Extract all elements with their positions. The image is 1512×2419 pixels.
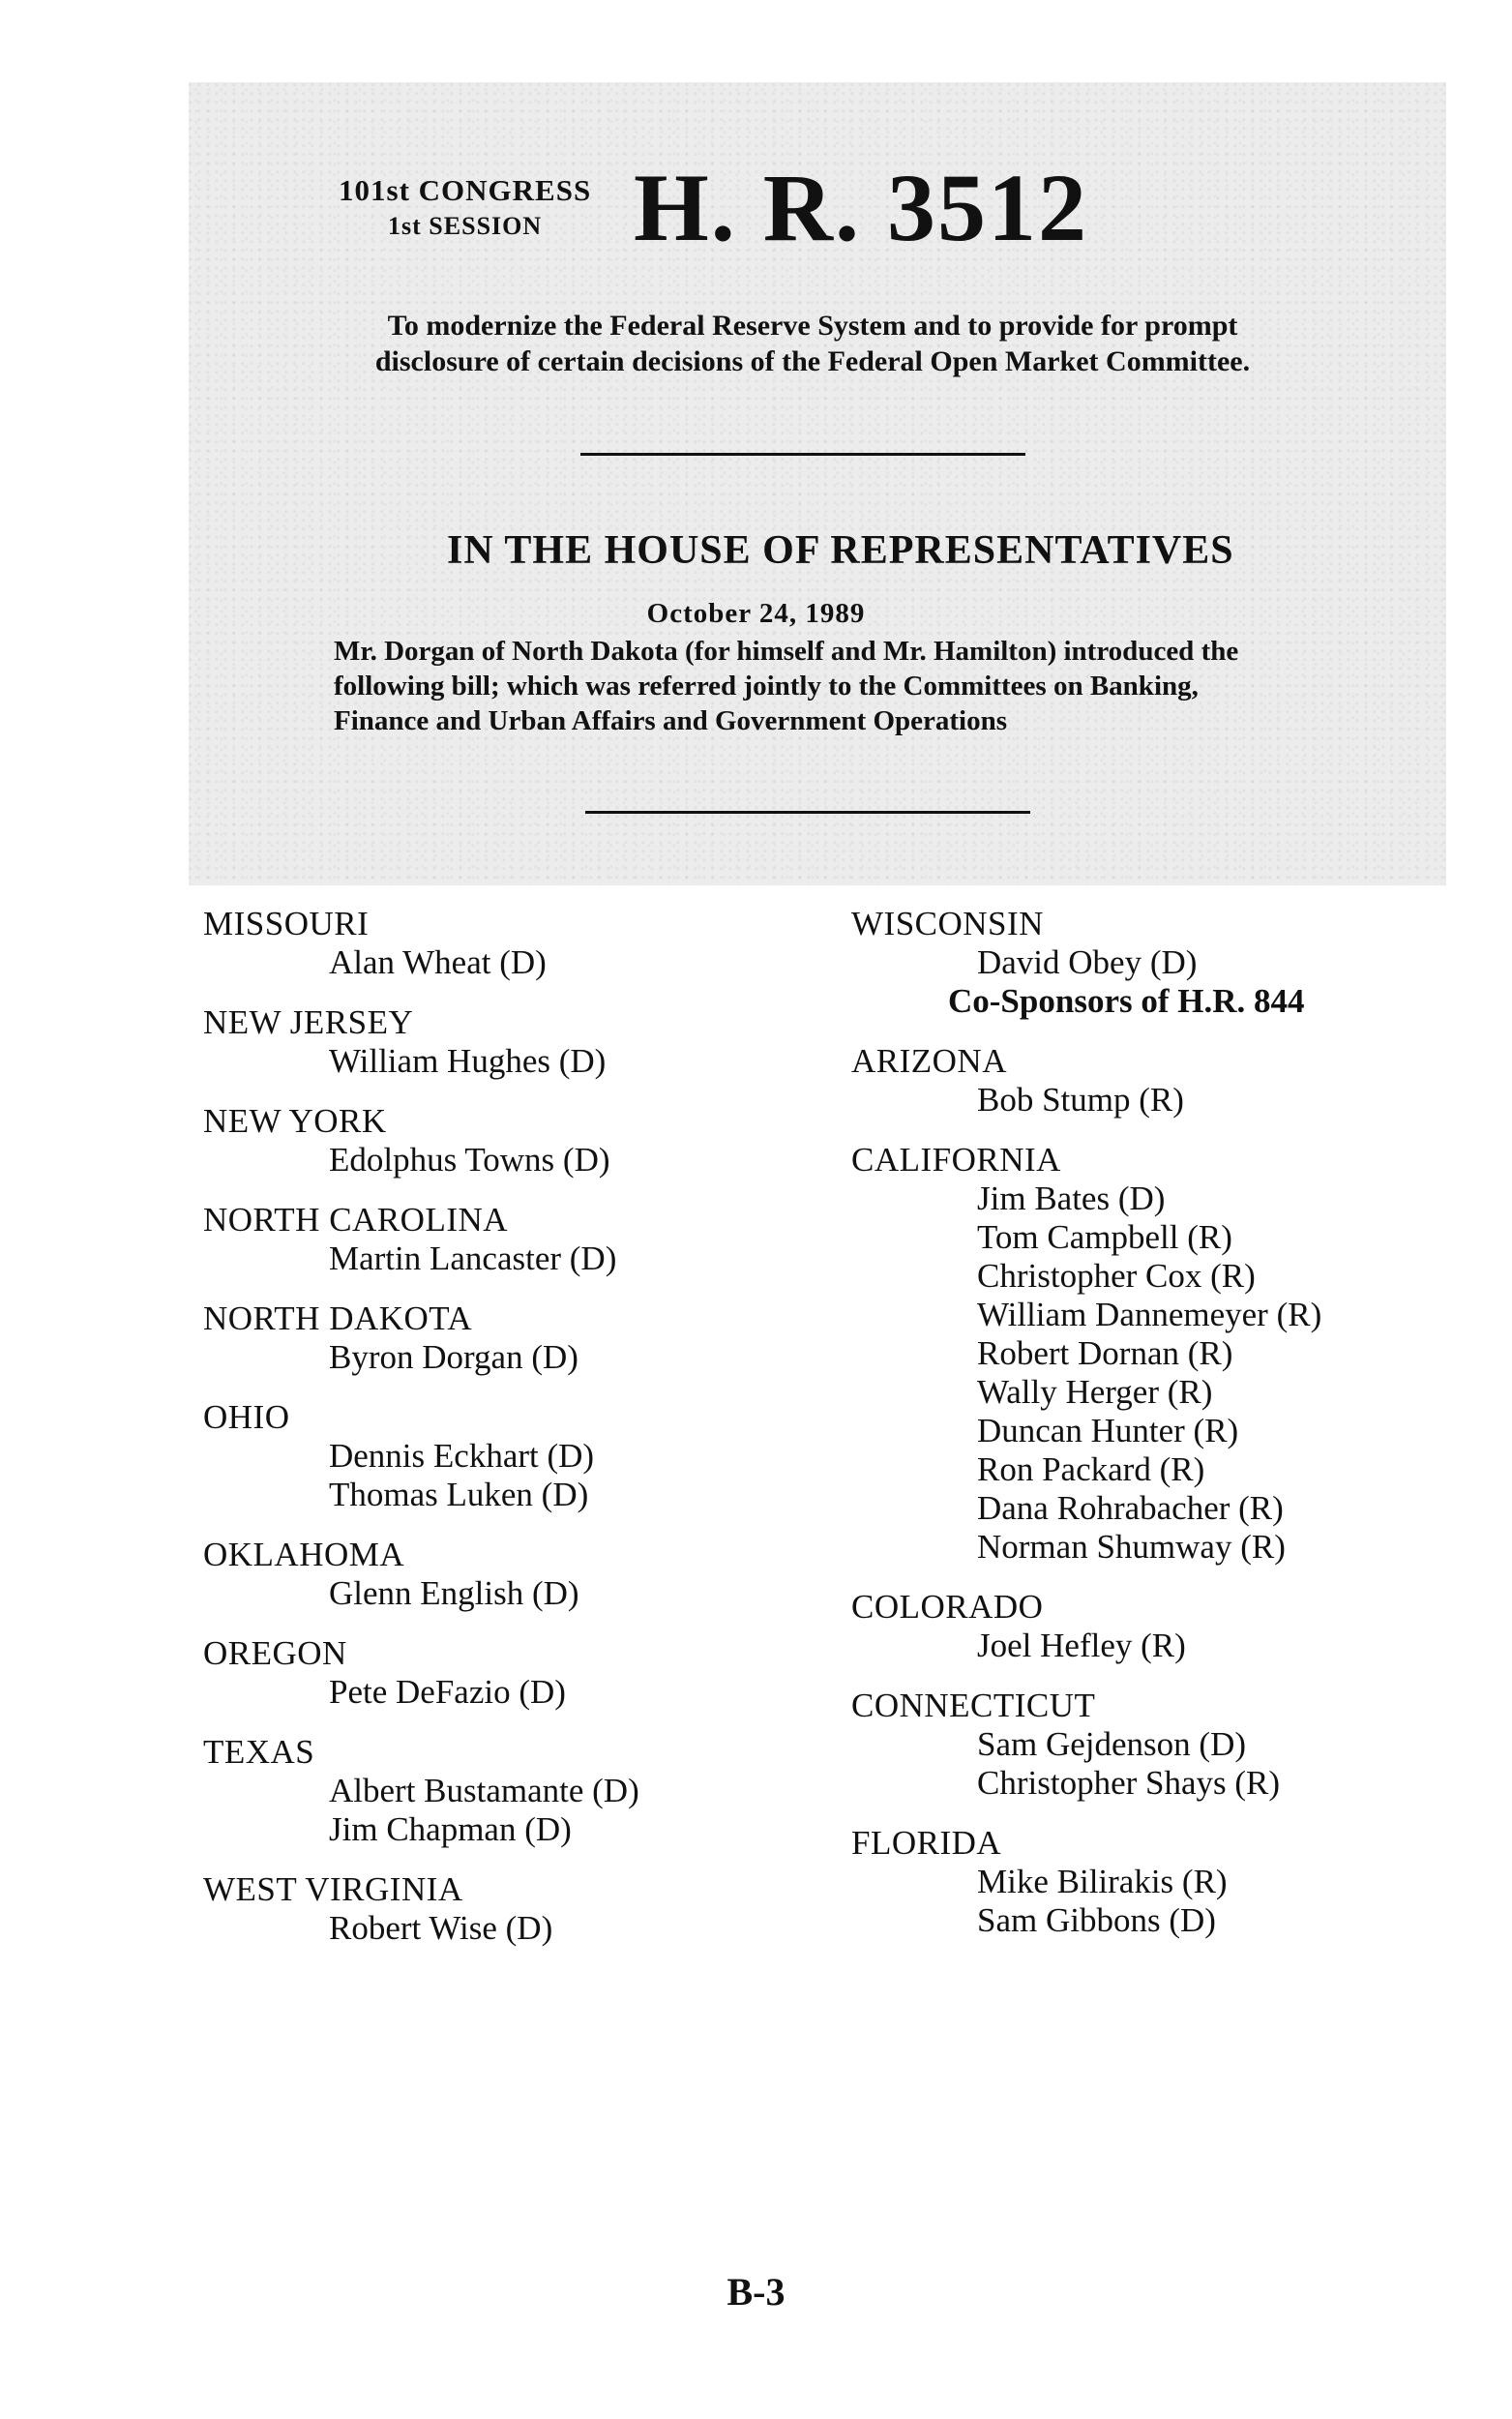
member-name: Mike Bilirakis (R) xyxy=(977,1863,1228,1900)
member-name: Christopher Shays (R) xyxy=(977,1764,1281,1802)
state-heading: NORTH CAROLINA xyxy=(203,1201,509,1239)
member-name: Sam Gejdenson (D) xyxy=(977,1725,1247,1763)
session-label: 1st SESSION xyxy=(388,212,543,240)
member-name: Robert Wise (D) xyxy=(329,1909,553,1947)
bill-title: To modernize the Federal Reserve System and to provide for prompt disclosure of certain decisions of the Federal Open Market Committee. xyxy=(374,310,1251,377)
member-name: Ron Packard (R) xyxy=(977,1450,1205,1488)
member-name: William Hughes (D) xyxy=(329,1042,607,1080)
state-heading: OREGON xyxy=(203,1634,347,1672)
member-name: Duncan Hunter (R) xyxy=(977,1412,1239,1449)
state-heading: CONNECTICUT xyxy=(851,1687,1096,1724)
state-heading: CALIFORNIA xyxy=(851,1141,1061,1179)
state-heading: WEST VIRGINIA xyxy=(203,1870,463,1908)
member-name: Norman Shumway (R) xyxy=(977,1528,1286,1566)
member-name: Byron Dorgan (D) xyxy=(329,1338,578,1376)
state-heading: OHIO xyxy=(203,1398,290,1436)
state-heading: NEW JERSEY xyxy=(203,1003,414,1041)
state-heading: WISCONSIN xyxy=(851,905,1044,942)
member-name: Bob Stump (R) xyxy=(977,1081,1184,1119)
left-column-sponsors xyxy=(203,905,832,1948)
divider-rule xyxy=(585,811,1030,814)
right-column-sponsors xyxy=(851,905,1470,1940)
state-heading: ARIZONA xyxy=(851,1042,1007,1080)
bill-number: H. R. 3512 xyxy=(634,154,1088,261)
member-name: Dana Rohrabacher (R) xyxy=(977,1489,1284,1527)
state-heading: COLORADO xyxy=(851,1588,1044,1626)
state-heading: MISSOURI xyxy=(203,905,370,942)
member-name: Christopher Cox (R) xyxy=(977,1257,1256,1295)
member-name: Martin Lancaster (D) xyxy=(329,1239,617,1277)
member-name: Tom Campbell (R) xyxy=(977,1218,1232,1256)
state-heading: TEXAS xyxy=(203,1733,315,1771)
member-name: David Obey (D) xyxy=(977,943,1198,981)
congress-session xyxy=(339,172,591,244)
member-name: Joel Hefley (R) xyxy=(977,1627,1186,1664)
bill-date: October 24, 1989 xyxy=(646,598,866,629)
member-name: Albert Bustamante (D) xyxy=(329,1772,639,1809)
member-name: Glenn English (D) xyxy=(329,1574,579,1612)
page-number: B-3 xyxy=(726,2270,786,2314)
member-name: Dennis Eckhart (D) xyxy=(329,1437,595,1475)
member-name: Alan Wheat (D) xyxy=(329,943,547,981)
chamber-heading: IN THE HOUSE OF REPRESENTATIVES xyxy=(447,528,1234,573)
cosponsors-subheading: Co-Sponsors of H.R. 844 xyxy=(948,982,1305,1020)
member-name: Jim Bates (D) xyxy=(977,1180,1166,1217)
congress-label: 101st CONGRESS xyxy=(339,173,592,207)
member-name: Edolphus Towns (D) xyxy=(329,1141,610,1179)
member-name: Thomas Luken (D) xyxy=(329,1476,589,1513)
member-name: Robert Dornan (R) xyxy=(977,1334,1233,1372)
divider-rule xyxy=(580,453,1025,456)
member-name: Sam Gibbons (D) xyxy=(977,1901,1216,1939)
member-name: Pete DeFazio (D) xyxy=(329,1673,566,1711)
state-heading: NORTH DAKOTA xyxy=(203,1299,473,1337)
member-name: William Dannemeyer (R) xyxy=(977,1296,1322,1333)
member-name: Jim Chapman (D) xyxy=(329,1810,572,1848)
state-heading: NEW YORK xyxy=(203,1102,387,1140)
state-heading: FLORIDA xyxy=(851,1824,1002,1862)
state-heading: OKLAHOMA xyxy=(203,1536,405,1573)
introduction-text: Mr. Dorgan of North Dakota (for himself and Mr. Hamilton) introduced the following bill; which was referred jointly to the Committees on Banking, Finance and Urban Affairs and Government Operations xyxy=(334,636,1239,736)
member-name: Wally Herger (R) xyxy=(977,1373,1213,1411)
right-state-groups xyxy=(851,1042,1470,1940)
